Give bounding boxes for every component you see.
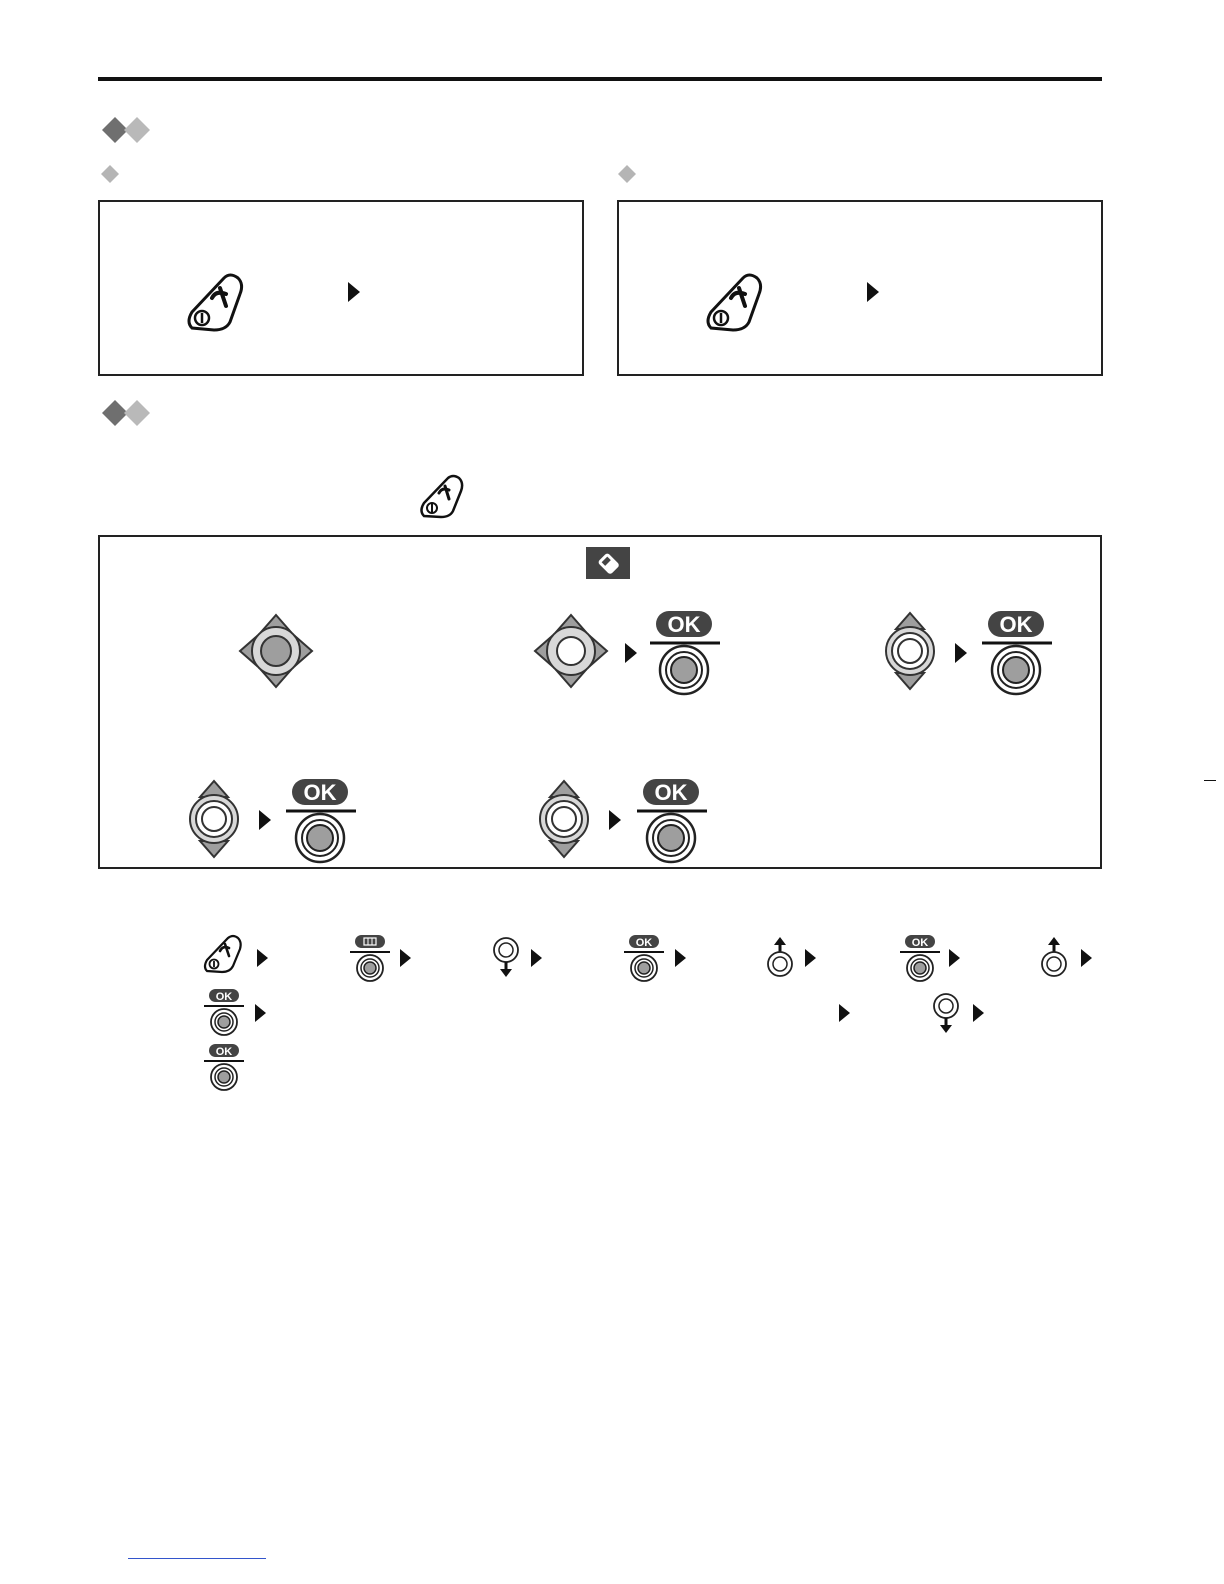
ok-key-icon [284, 777, 358, 865]
right-arrow-icon [674, 948, 688, 968]
power-key-icon [202, 934, 246, 974]
up-down-scroll-key-icon [536, 779, 592, 859]
up-down-scroll-key-icon [882, 611, 938, 691]
ok-key-icon [622, 934, 666, 982]
right-arrow-icon [256, 948, 270, 968]
subsection-marker-icon [100, 164, 120, 184]
header-rule [98, 77, 1102, 81]
procedure-box-right [617, 200, 1103, 376]
right-arrow-icon [254, 1003, 268, 1023]
ok-label: OK [215, 991, 233, 1003]
scroll-down-key-icon [932, 992, 962, 1034]
right-arrow-icon [257, 808, 273, 832]
subsection-marker-icon [617, 164, 637, 184]
ok-label: OK [635, 937, 653, 949]
right-arrow-icon [623, 641, 639, 665]
section-marker-icon [100, 398, 156, 432]
right-arrow-icon [530, 948, 544, 968]
right-arrow-icon [346, 280, 362, 304]
power-key-icon [184, 272, 246, 334]
right-arrow-icon [865, 280, 881, 304]
footer-link-underline[interactable] [128, 1558, 266, 1559]
right-arrow-icon [607, 808, 623, 832]
right-arrow-icon [804, 948, 818, 968]
right-arrow-icon [399, 948, 413, 968]
four-way-navigator-icon [533, 613, 609, 689]
scroll-up-key-icon [1040, 936, 1070, 978]
up-down-scroll-key-icon [186, 779, 242, 859]
scroll-up-key-icon [766, 936, 796, 978]
ok-key-icon [980, 609, 1054, 697]
right-arrow-icon [838, 1003, 852, 1023]
ok-key-icon [202, 1043, 246, 1091]
margin-tick [1204, 780, 1216, 781]
procedure-box-left [98, 200, 584, 376]
power-key-icon [703, 272, 765, 334]
ok-label: OK [215, 1046, 233, 1058]
right-arrow-icon [972, 1003, 986, 1023]
ok-key-icon [202, 988, 246, 1036]
scroll-down-key-icon [492, 936, 522, 978]
ok-label: OK [667, 612, 701, 637]
ok-key-icon [635, 777, 709, 865]
ok-label: OK [999, 612, 1033, 637]
right-arrow-icon [948, 948, 962, 968]
ok-label: OK [303, 780, 337, 805]
ok-label: OK [911, 937, 929, 949]
menu-navigation-box [98, 535, 1102, 869]
right-arrow-icon [953, 641, 969, 665]
section-marker-icon [100, 115, 156, 149]
handset-tab-icon [586, 547, 630, 579]
ok-key-icon [898, 934, 942, 982]
menu-soft-key-icon [348, 934, 392, 982]
power-key-icon [418, 474, 468, 520]
four-way-navigator-icon [238, 613, 314, 689]
ok-label: OK [654, 780, 688, 805]
right-arrow-icon [1080, 948, 1094, 968]
ok-key-icon [648, 609, 722, 697]
